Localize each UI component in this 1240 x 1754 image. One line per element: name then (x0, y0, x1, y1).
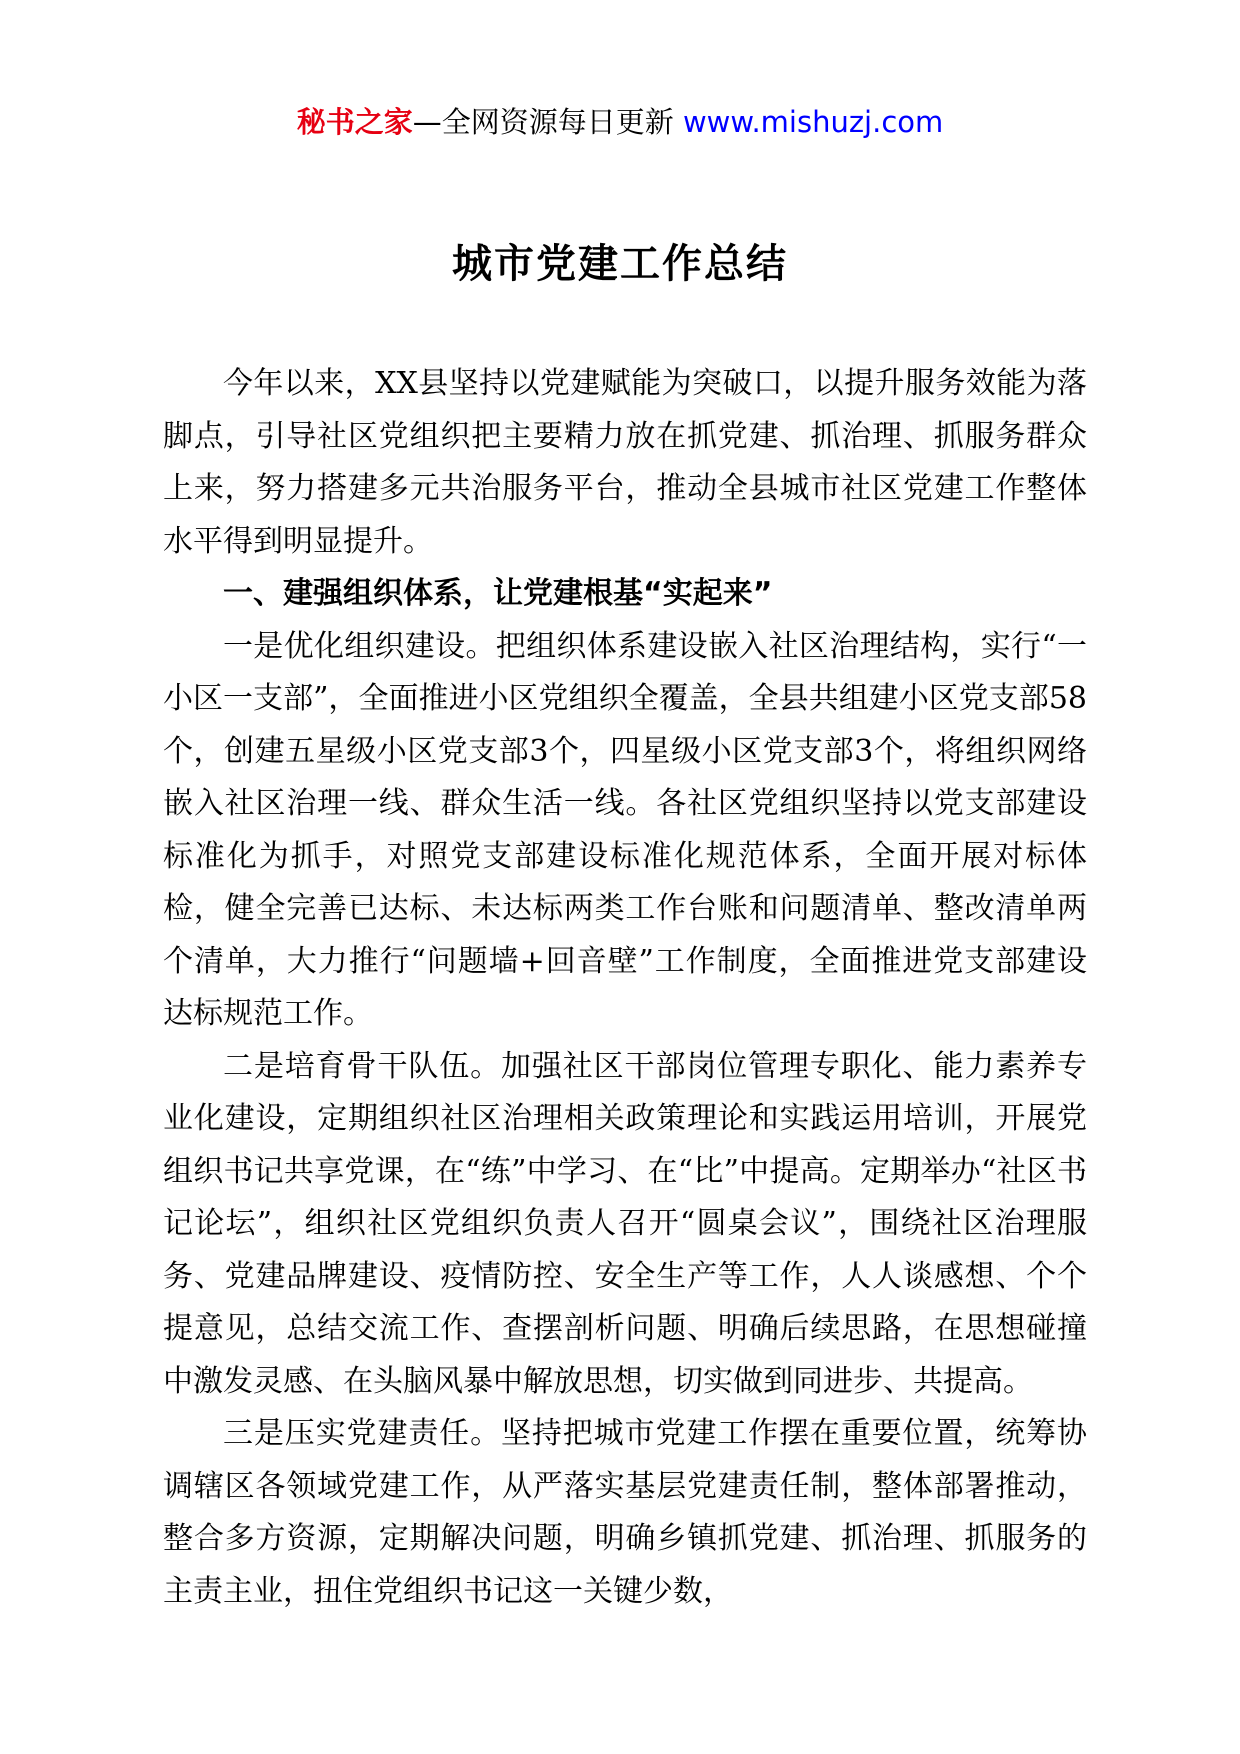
site-brand: 秘书之家 (296, 105, 413, 139)
section-heading: 一、建强组织体系，让党建根基“实起来” (223, 576, 773, 611)
body-paragraph: 一是优化组织建设。把组织体系建设嵌入社区治理结构，实行“一小区一支部”，全面推进小区党组织全覆盖，全县共组建小区党支部58个，创建五星级小区党支部3个，四星级小区党支部3个，将组织网络嵌入社区治理一线、群众生活一线。各社区党组织坚持以党支部建设标准化为抓手，对照党支部建设标准化规范体系，全面开展对标体检，健全完善已达标、未达标两类工作台账和问题清单、整改清单两个清单，大力推行“问题墙+回音壁”工作制度，全面推进党支部建设达标规范工作。 (163, 628, 1087, 1031)
body-paragraph: 二是培育骨干队伍。加强社区干部岗位管理专职化、能力素养专业化建设，定期组织社区治理相关政策理论和实践运用培训，开展党组织书记共享党课，在“练”中学习、在“比”中提高。定期举办“社区书记论坛”，组织社区党组织负责人召开“圆桌会议”，围绕社区治理服务、党建品牌建设、疫情防控、安全生产等工作，人人谈感想、个个提意见，总结交流工作、查摆剖析问题、明确后续思路，在思想碰撞中激发灵感、在头脑风暴中解放思想，切实做到同进步、共提高。 (163, 1048, 1087, 1399)
site-slogan: —全网资源每日更新 (412, 105, 674, 139)
intro-paragraph: 今年以来，XX县坚持以党建赋能为突破口，以提升服务效能为落脚点，引导社区党组织把主要精力放在抓党建、抓治理、抓服务群众上来，努力搭建多元共治服务平台，推动全县城市社区党建工作整体水平得到明显提升。 (163, 366, 1087, 559)
site-url-link[interactable]: www.mishuzj.com (682, 105, 944, 139)
site-header (0, 100, 1240, 144)
document-body (163, 358, 1087, 1618)
body-paragraph: 三是压实党建责任。坚持把城市党建工作摆在重要位置，统筹协调辖区各领域党建工作，从严落实基层党建责任制，整体部署推动，整合多方资源，定期解决问题，明确乡镇抓党建、抓治理、抓服务的主责主业，扭住党组织书记这一关键少数， (163, 1416, 1087, 1609)
document-title: 城市党建工作总结 (452, 240, 788, 287)
